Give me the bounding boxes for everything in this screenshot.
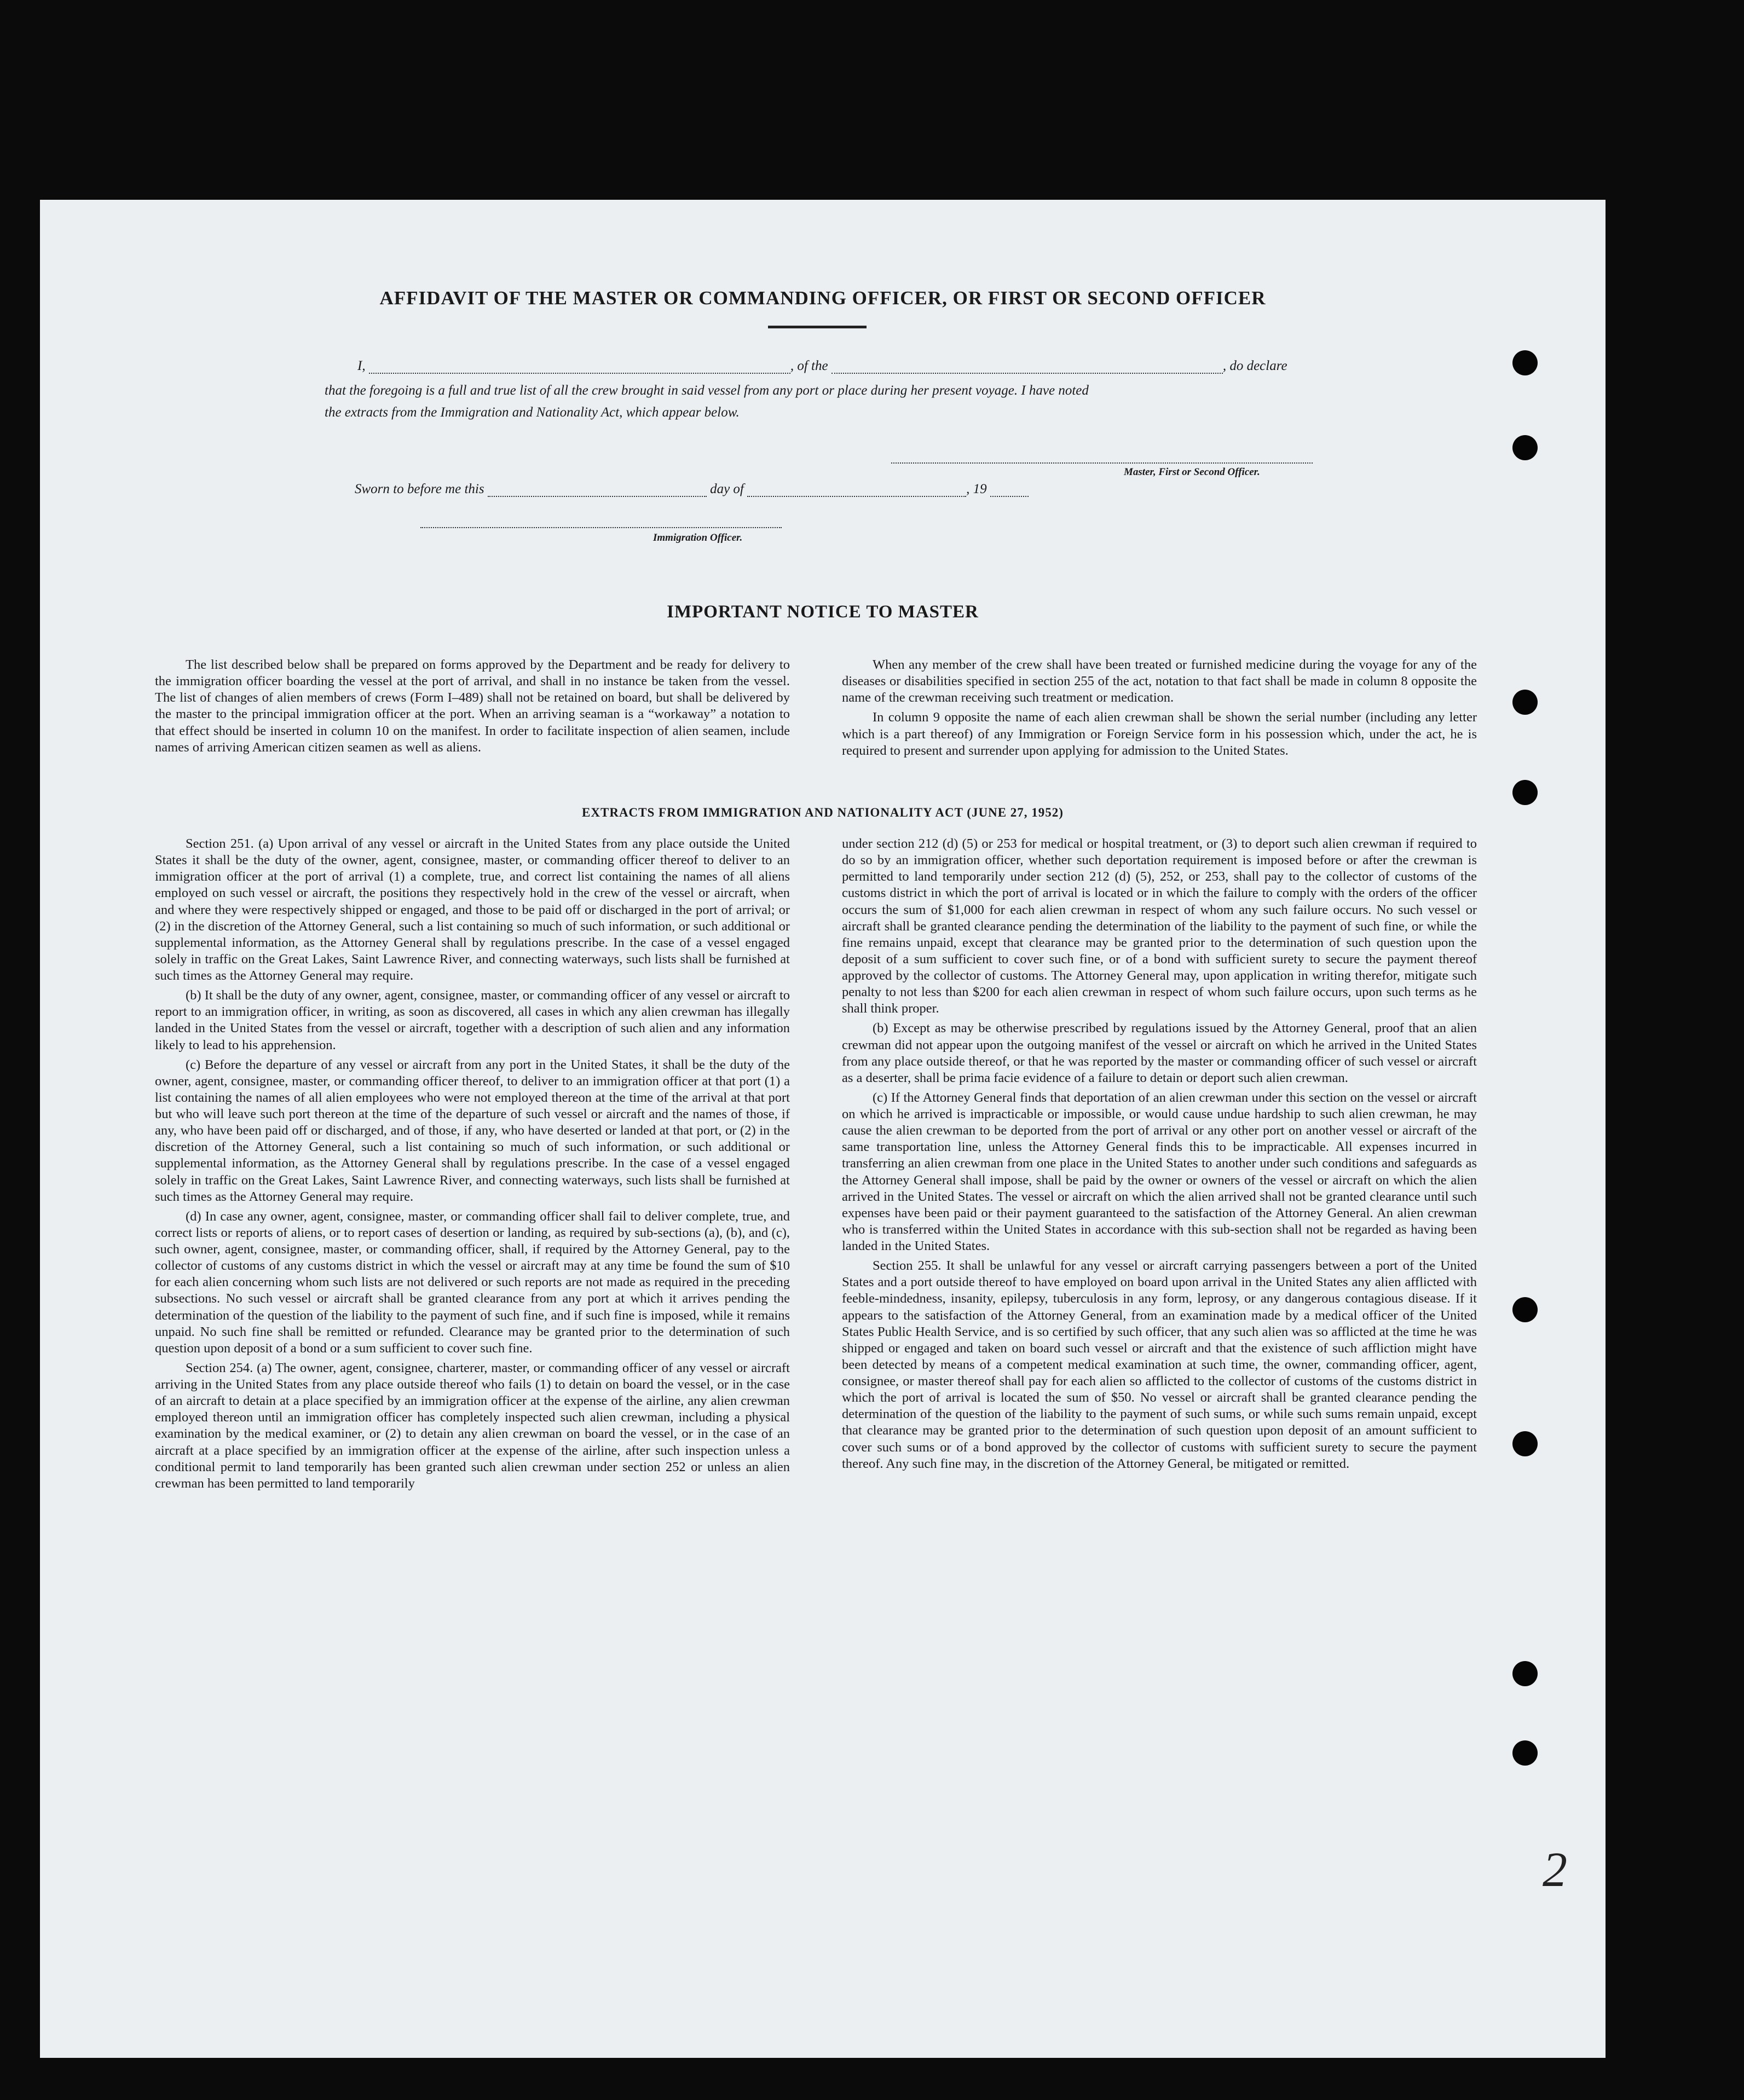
notice-paragraph: The list described below shall be prepared on forms approved by the Department and be ready for delivery to the immigration officer boarding the vessel at the port of arrival, and shall in no instance be taken from the vessel. The list of changes of alien members of crews (Form I–489) shall not be retained on board, but shall be delivered by the master to the principal immigration officer at the port. When an arriving seaman is a “workaway” a notation to that effect should be inserted in column 10 on the manifest. In order to facilitate inspection of alien seamen, include names of arriving American citizen seamen as well as aliens. — [155, 657, 790, 755]
statement-line-2: the extracts from the Immigration and Nationality Act, which appear below. — [325, 405, 740, 420]
act-paragraph: Section 255. It shall be unlawful for any vessel or aircraft carrying passengers between a port of the United States and a port outside thereof to have employed on board upon arrival in the United States any alien afflicted with feeble-mindedness, insanity, epilepsy, tuberculosis in any form, leprosy, or any dangerous contagious disease. If it appears to the satisfaction of the Attorney General, from an examination made by a medical officer of the United States Public Health Service, and is so certified by such officer, that any such alien was so afflicted at the time he was shipped or engaged and taken on board such vessel or aircraft and that the existence of such affliction might have been detected by means of a competent medical examination at such time, the owner, commanding officer, agent, consignee, or master thereof shall pay for each alien so afflicted to the collector of customs of the customs district in which the port of arrival is located the sum of $50. No vessel or aircraft shall be granted clearance pending the determination of the question of the liability to the payment of such sums, or while such sums remain unpaid, except that clearance may be granted prior to the determination of such question upon deposit of an amount sufficient to cover such sums or of a bond approved by the collector of customs with sufficient surety to secure the payment thereof. Any such fine may, in the discretion of the Attorney General, be mitigated or remitted. — [842, 1258, 1477, 1471]
affidavit-title: AFFIDAVIT OF THE MASTER OR COMMANDING OFFICER, OR FIRST OR SECOND OFFICER — [379, 287, 1266, 309]
punch-hole — [1512, 690, 1538, 715]
declaration-i-label: I, — [357, 358, 366, 373]
act-paragraph: (b) It shall be the duty of any owner, agent, consignee, master, or commanding officer of any vessel or aircraft to report to an immigration officer, in writing, as soon as discovered, all cases in which any alien crewman has illegally landed in the United States from the vessel or aircraft, together with a description of such alien and any information likely to lead to his apprehension. — [155, 988, 790, 1052]
document-page — [40, 200, 1606, 2058]
statement-line-1: that the foregoing is a full and true list of all the crew brought in said vessel from any port or place during her present voyage. I have noted — [325, 383, 1089, 398]
year-label: , 19 — [966, 482, 987, 496]
punch-hole — [1512, 1431, 1538, 1456]
master-signature-caption: Master, First or Second Officer. — [1124, 466, 1260, 478]
punch-hole — [1512, 1661, 1538, 1686]
notice-heading: IMPORTANT NOTICE TO MASTER — [667, 602, 979, 622]
sworn-day-field[interactable] — [488, 496, 707, 497]
act-paragraph: (c) Before the departure of any vessel or aircraft from any port in the United States, it shall be the duty of the owner, agent, consignee, master, or commanding officer thereof, to deliver to an immigration officer at that port (1) a list containing the names of all alien employees who were not employed thereon at the time of the arrival at that port but who will leave such port thereon at the time of the departure of such vessel or aircraft and the names of those, if any, who have been paid off or discharged, and of those, if any, who have deserted or landed at that port, or (2) in the discretion of the Attorney General, such a list containing so much of such information, or such additional or supplemental information, as the Attorney General shall by regulations prescribe. In the case of a vessel engaged solely in traffic on the Great Lakes, Saint Lawrence River, and connecting waterways, such lists shall be furnished at such times as the Attorney General may require. — [155, 1057, 790, 1204]
act-paragraph: Section 254. (a) The owner, agent, consignee, charterer, master, or commanding officer of any vessel or aircraft arriving in the United States from any place outside thereof who fails (1) to detain on board the vessel, or in the case of an aircraft to detain at a place specified by an immigration officer at the expense of the airline, any alien crewman employed thereon until an immigration officer has completely inspected such alien crewman, including a physical examination by the medical examiner, or (2) to detain any alien crewman on board the vessel, or in the case of an aircraft at a place specified by an immigration officer at the expense of the airline, after such inspection unless a conditional permit to land temporarily has been granted such alien crewman under section 252 or unless an alien crewman has been permitted to land temporarily — [155, 1360, 790, 1491]
handwritten-page-number: 2 — [1543, 1843, 1567, 1897]
vessel-name-field[interactable] — [831, 373, 1223, 374]
punch-hole — [1512, 435, 1538, 460]
punch-hole — [1512, 780, 1538, 805]
notice-paragraph: When any member of the crew shall have been treated or furnished medicine during the voyage for any of the diseases or disabilities specified in section 255 of the act, notation to that fact shall be made in column 8 opposite the name of the crewman receiving such treatment or medication. — [842, 657, 1477, 705]
sworn-month-field[interactable] — [747, 496, 966, 497]
act-paragraph: (d) In case any owner, agent, consignee, master, or commanding officer shall fail to deliver complete, true, and correct lists or reports of aliens, or to report cases of desertion or landing, as required by sub-sections (a), (b), and (c), such owner, agent, consignee, master, or commanding officer, shall, if required by the Attorney General, pay to the collector of customs of any customs district in which the vessel or aircraft may at any time be found the sum of $10 for each alien concerning whom such lists are not delivered or such reports are not made as required in the preceding subsections. No such vessel or aircraft shall be granted clearance from any port at which it arrives pending the determination of the question of the liability to the payment of such fine, and if such fine is imposed, while it remains unpaid. No such fine shall be remitted or refunded. Clearance may be granted prior to the determination of such question upon deposit of a bond or a sum sufficient to cover such fine. — [155, 1208, 790, 1356]
officer-signature-line[interactable] — [420, 527, 782, 528]
sworn-label: Sworn to before me this — [355, 482, 484, 496]
master-signature-line[interactable] — [891, 462, 1313, 464]
extracts-right-column — [842, 836, 1477, 1476]
notice-paragraph: In column 9 opposite the name of each alien crewman shall be shown the serial number (including any letter which is a part thereof) of any Immigration or Foreign Service form in his possession which, under the act, he is required to present and surrender upon applying for admission to the United States. — [842, 710, 1477, 758]
act-paragraph: (b) Except as may be otherwise prescribed by regulations issued by the Attorney General, proof that an alien crewman did not appear upon the outgoing manifest of the vessel or aircraft on which he arrived in the United States from any place outside thereof, or that he was reported by the master or commanding officer of such vessel or aircraft as a deserter, shall be prima facie evidence of a failure to detain or deport such alien crewman. — [842, 1021, 1477, 1085]
notice-left-column — [155, 657, 790, 759]
declaration-do-declare-label: , do declare — [1222, 358, 1287, 373]
officer-signature-caption: Immigration Officer. — [653, 532, 743, 543]
punch-hole — [1512, 1297, 1538, 1322]
act-paragraph: Section 251. (a) Upon arrival of any vessel or aircraft in the United States from any place outside the United States it shall be the duty of the owner, agent, consignee, master, or commanding officer thereof to deliver to an immigration officer at the port of arrival (1) a complete, true, and correct list containing the names of all aliens employed on such vessel or aircraft, the positions they respectively hold in the crew of the vessel or aircraft, when and where they were respectively shipped or engaged, and those to be paid off or discharged in the port of arrival; or (2) in the discretion of the Attorney General, such a list containing so much of such information, or such additional or supplemental information, as the Attorney General shall by regulations prescribe. In the case of a vessel engaged solely in traffic on the Great Lakes, Saint Lawrence River, and connecting waterways, such lists shall be furnished at such times as the Attorney General may require. — [155, 836, 790, 983]
notice-right-column — [842, 657, 1477, 762]
act-paragraph: under section 212 (d) (5) or 253 for medical or hospital treatment, or (3) to deport such alien crewman if required to do so by an immigration officer, whether such deportation requirement is imposed before or after the crewman is permitted to land temporarily under section 212 (d) (5), 252, or 253, shall pay to the collector of customs of the customs district in which the port of arrival is located or in which the failure to comply with the orders of the officer occurs the sum of $1,000 for each alien crewman in respect of whom any such failure occurs. No such vessel or aircraft shall be granted clearance pending the determination of the liability to the payment of such fine, or while the fine remains unpaid, except that clearance may be granted prior to the determination of such question upon the deposit of a sum sufficient to cover such fine, or of a bond with sufficient surety to secure the payment thereof approved by the collector of customs. The Attorney General may, upon application in writing therefor, mitigate such penalty to not less than $200 for each alien crewman in respect of whom such failure occurs, upon such terms as he shall think proper. — [842, 836, 1477, 1016]
day-of-label: day of — [710, 482, 744, 496]
master-name-field[interactable] — [369, 373, 790, 374]
extracts-left-column — [155, 836, 790, 1495]
declaration-line — [357, 358, 1287, 374]
sworn-line — [355, 482, 1029, 497]
act-paragraph: (c) If the Attorney General finds that deportation of an alien crewman under this section on the vessel or aircraft on which he arrived is impracticable or impossible, or would cause undue hardship to such alien crewman, he may cause the alien crewman to be deported from the port of arrival or any other port on another vessel or aircraft of the same transportation line, unless the Attorney General finds this to be impracticable. All expenses incurred in transferring an alien crewman from one place in the United States to another under such conditions and safeguards as the Attorney General shall impose, shall be paid by the owner or owners of the vessel or aircraft on which the alien arrived in the United States. The vessel or aircraft on which the alien arrived shall not be granted clearance until such expenses have been paid or their payment guaranteed to the satisfaction of the Attorney General. An alien crewman who is transferred within the United States in accordance with this sub-section shall not be regarded as having been landed in the United States. — [842, 1090, 1477, 1253]
extracts-heading: EXTRACTS FROM IMMIGRATION AND NATIONALITY ACT (JUNE 27, 1952) — [582, 806, 1064, 819]
sworn-year-field[interactable] — [990, 496, 1029, 497]
declaration-of-the-label: , of the — [790, 358, 828, 373]
punch-hole — [1512, 350, 1538, 375]
punch-hole — [1512, 1740, 1538, 1766]
title-rule — [768, 326, 867, 328]
